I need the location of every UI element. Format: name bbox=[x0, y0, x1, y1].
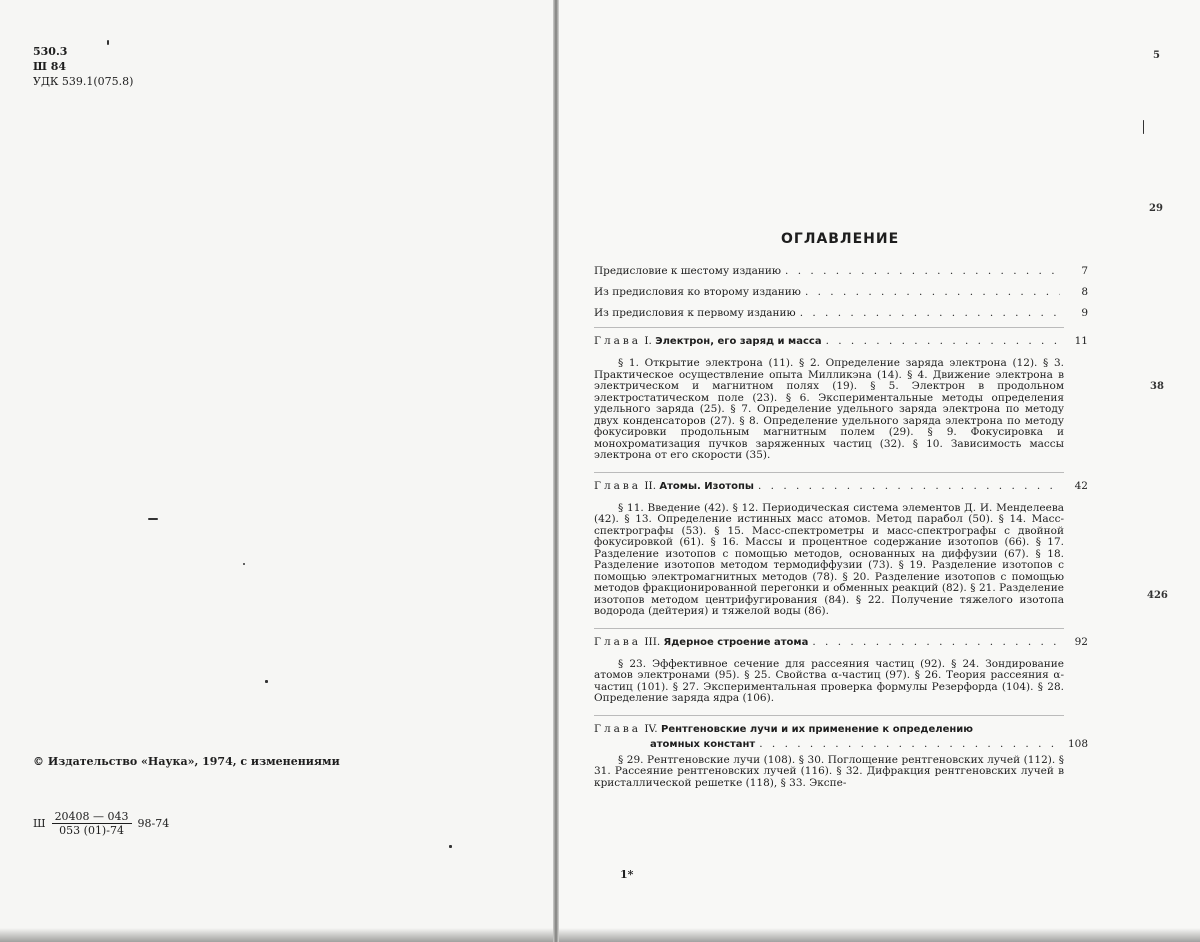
toc-entry-label: Предисловие к шестому изданию bbox=[594, 265, 782, 277]
author-mark: Ш 84 bbox=[33, 60, 67, 73]
leader-dots bbox=[812, 635, 1060, 650]
leader-dots bbox=[758, 479, 1060, 494]
toc-chapter-3 bbox=[594, 635, 1088, 656]
chapter-number: I. bbox=[644, 335, 652, 347]
leader-dots bbox=[800, 306, 1060, 321]
toc-title: ОГЛАВЛЕНИЕ bbox=[781, 231, 900, 247]
chapter-word: Глава bbox=[594, 335, 642, 347]
toc-chapter-4 bbox=[594, 722, 1088, 752]
toc-entry-preface-1 bbox=[594, 306, 1088, 327]
udk-index: УДК 539.1(075.8) bbox=[33, 75, 134, 88]
page-bottom-shadow bbox=[559, 928, 1200, 942]
chapter-title-cont: атомных констант bbox=[650, 738, 756, 750]
toc-entry-label: Из предисловия к первому изданию bbox=[594, 307, 796, 319]
edge-page-number: 426 bbox=[1147, 590, 1168, 601]
toc-entry-page: 11 bbox=[1074, 335, 1088, 347]
copyright-line: © Издательство «Наука», 1974, с изменениями bbox=[33, 755, 340, 768]
chapter-title: Атомы. Изотопы bbox=[659, 480, 754, 492]
toc-entry-page: 92 bbox=[1074, 635, 1088, 648]
chapter-number: II. bbox=[644, 479, 657, 492]
toc-entry-preface-2 bbox=[594, 285, 1088, 306]
chapter-title: Рентгеновские лучи и их применение к определению bbox=[660, 723, 974, 735]
separator bbox=[594, 628, 1064, 629]
chapter-sections: § 1. Открытие электрона (11). § 2. Определение заряда электрона (12). § 3. Практическое осуществление опыта Милликэна (14). § 4. Движение электрона в электрическом и магнитном полях (19). § 5. Электрон в продольном электростатическом поле (23). § 6. Экспериментальные методы определения удельного заряда (25). § 7. Определение удельного заряда электрона по методу двух конденсаторов (27). § 8. Определение удельного заряда электрона по методу фокусировки продольным магнитным полем (29). § 9. Фокусировка и монохроматизация пучков заряженных частиц (32). § 10. Зависимость массы электрона от его скорости (35). bbox=[594, 357, 1064, 461]
bbk-index: 530.3 bbox=[33, 45, 68, 58]
scan-speck bbox=[148, 518, 158, 520]
toc-entry-page: 7 bbox=[1081, 265, 1088, 277]
table-of-contents bbox=[594, 264, 1088, 799]
scan-speck bbox=[1143, 120, 1144, 134]
chapter-sections: § 23. Эффективное сечение для рассеяния частиц (92). § 24. Зондирование атомов электронами (95). § 25. Свойства α-частиц (97). § 26. Теория рассеяния α-частиц (101). § 27. Экспериментальная проверка формулы Резерфорда (104). § 28. Определение заряда ядра (106). bbox=[594, 657, 1064, 704]
code-prefix: Ш bbox=[33, 817, 46, 830]
toc-chapter-2 bbox=[594, 479, 1088, 500]
leader-dots bbox=[785, 264, 1060, 279]
chapter-number: III. bbox=[644, 635, 661, 648]
toc-entry-preface-6 bbox=[594, 264, 1088, 285]
edge-page-number: 38 bbox=[1150, 381, 1164, 392]
chapter-sections: § 29. Рентгеновские лучи (108). § 30. Поглощение рентгеновских лучей (112). § 31. Рассеяние рентгеновских лучей (116). § 32. Дифракция рентгеновских лучей в кристаллической решетке (118), § 33. Экспе- bbox=[594, 753, 1064, 789]
code-denominator: 053 (01)-74 bbox=[59, 824, 124, 837]
chapter-word: Глава bbox=[594, 479, 642, 492]
printer-signature: 1* bbox=[620, 868, 634, 881]
right-page bbox=[559, 0, 1200, 942]
chapter-number: IV. bbox=[644, 722, 658, 735]
edge-page-number: 5 bbox=[1153, 50, 1160, 61]
scan-speck bbox=[243, 563, 245, 565]
separator bbox=[594, 327, 1064, 328]
toc-entry-page: 108 bbox=[1067, 737, 1088, 750]
toc-entry-page: 42 bbox=[1074, 479, 1088, 492]
code-numerator: 20408 — 043 bbox=[52, 810, 132, 824]
edge-page-number: 29 bbox=[1149, 203, 1163, 214]
toc-entry-page: 8 bbox=[1081, 286, 1088, 298]
chapter-word: Глава bbox=[594, 722, 642, 735]
chapter-title: Ядерное строение атома bbox=[663, 636, 809, 648]
chapter-word: Глава bbox=[594, 635, 642, 648]
scan-speck bbox=[107, 40, 109, 45]
toc-entry-label: Из предисловия ко второму изданию bbox=[594, 286, 801, 298]
page-bottom-shadow bbox=[0, 928, 557, 942]
scan-speck bbox=[265, 680, 268, 683]
scan-speck bbox=[449, 845, 452, 848]
code-fraction bbox=[52, 810, 132, 837]
leader-dots bbox=[759, 737, 1060, 752]
publisher-code bbox=[33, 810, 169, 837]
classification-block bbox=[33, 44, 133, 89]
separator bbox=[594, 472, 1064, 473]
separator bbox=[594, 715, 1064, 716]
toc-chapter-1 bbox=[594, 334, 1088, 355]
code-suffix: 98-74 bbox=[137, 817, 170, 830]
leader-dots bbox=[805, 285, 1060, 300]
chapter-sections: § 11. Введение (42). § 12. Периодическая система элементов Д. И. Менделеева (42). § 13. Определение истинных масс атомов. Метод парабол (50). § 14. Масс-спектрографы (53). § 15. Масс-спектрометры и масс-спектрографы с двойной фокусировкой (61). § 16. Массы и процентное содержание изотопов (66). § 17. Разделение изотопов с помощью методов, основанных на диффузии (67). § 18. Разделение изотопов методом термодиффузии (73). § 19. Разделение изотопов с помощью электромагнитных методов (78). § 20. Разделение изотопов с помощью методов фракционированной перегонки и обменных реакций (82). § 21. Разделение изотопов методом центрифугирования (84). § 22. Получение тяжелого изотопа водорода (дейтерия) и тяжелой воды (86). bbox=[594, 501, 1064, 617]
left-page bbox=[0, 0, 557, 942]
toc-entry-page: 9 bbox=[1081, 307, 1088, 319]
leader-dots bbox=[826, 334, 1060, 349]
chapter-title: Электрон, его заряд и масса bbox=[655, 336, 822, 347]
